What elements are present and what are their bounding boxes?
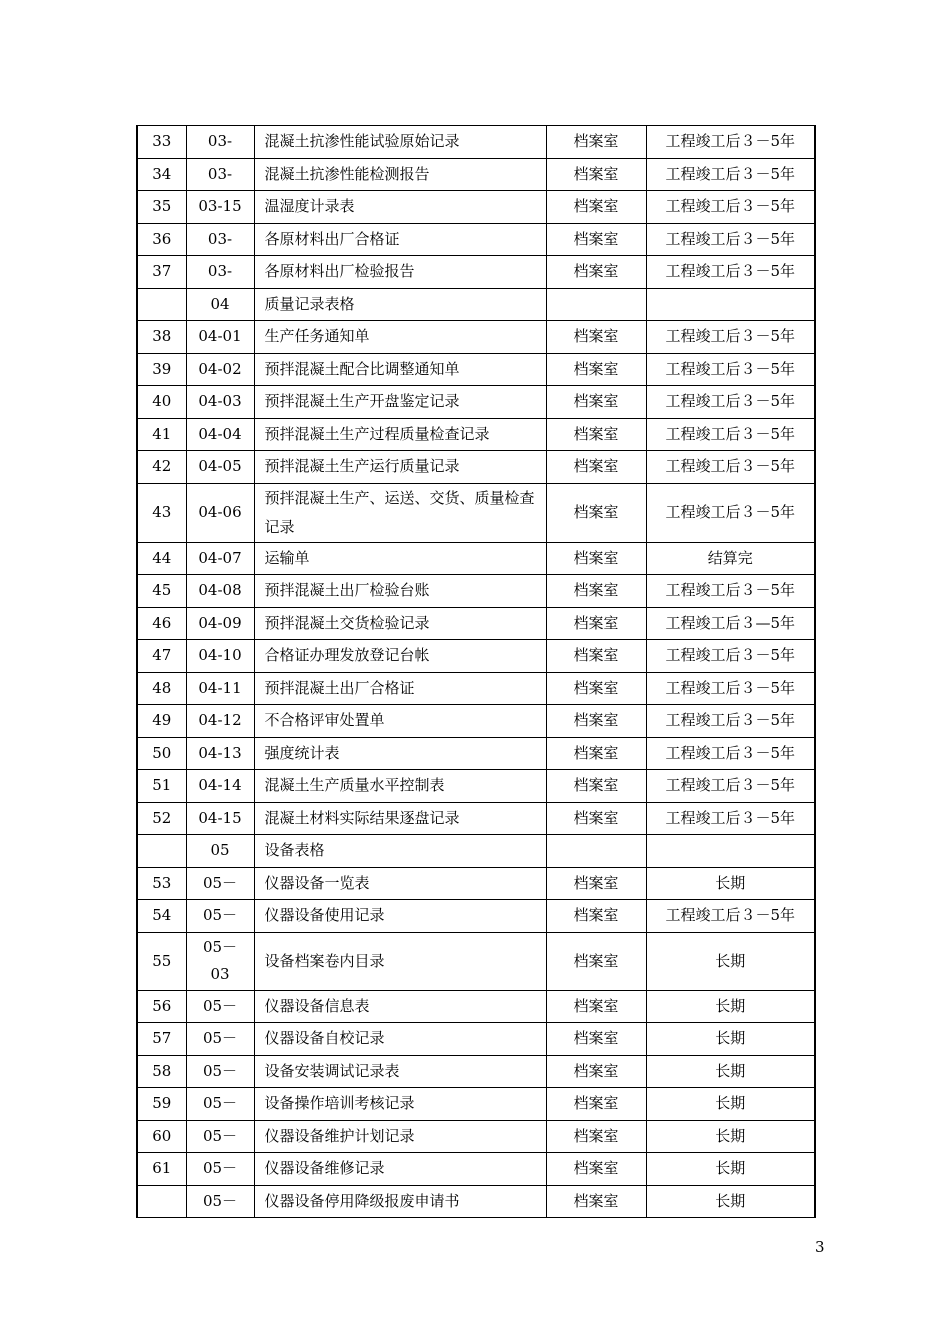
storage-location-cell: 档案室 [546, 672, 646, 705]
table-row [137, 802, 815, 835]
record-name-cell: 预拌混凝土配合比调整通知单 [254, 353, 546, 386]
retention-period-cell: 长期 [646, 867, 815, 900]
storage-location-cell [546, 288, 646, 321]
retention-period-cell: 工程竣工后３－5年 [646, 483, 815, 542]
storage-location-cell: 档案室 [546, 1153, 646, 1186]
retention-period-cell: 长期 [646, 932, 815, 990]
form-code-cell: 05－ [186, 1023, 254, 1056]
retention-period-cell: 工程竣工后３－5年 [646, 672, 815, 705]
retention-period-cell: 长期 [646, 1055, 815, 1088]
record-name-cell: 混凝土材料实际结果逐盘记录 [254, 802, 546, 835]
form-code-cell: 03- [186, 223, 254, 256]
storage-location-cell: 档案室 [546, 321, 646, 354]
form-code-cell: 04-14 [186, 770, 254, 803]
table-row [137, 932, 815, 990]
table-row [137, 900, 815, 933]
table-row [137, 867, 815, 900]
form-code-cell: 04-15 [186, 802, 254, 835]
table-row [137, 1120, 815, 1153]
storage-location-cell: 档案室 [546, 1023, 646, 1056]
record-name-cell: 预拌混凝土生产运行质量记录 [254, 451, 546, 484]
row-number-cell [137, 835, 186, 868]
record-name-cell: 仪器设备维修记录 [254, 1153, 546, 1186]
retention-period-cell: 工程竣工后３－5年 [646, 737, 815, 770]
retention-period-cell: 工程竣工后３－5年 [646, 256, 815, 289]
row-number-cell: 40 [137, 386, 186, 419]
records-table [136, 125, 816, 1218]
storage-location-cell: 档案室 [546, 770, 646, 803]
row-number-cell [137, 1185, 186, 1218]
form-code-cell: 04-04 [186, 418, 254, 451]
retention-period-cell: 工程竣工后３－5年 [646, 353, 815, 386]
form-code-cell: 04-05 [186, 451, 254, 484]
row-number-cell: 50 [137, 737, 186, 770]
retention-period-cell: 工程竣工后３—5年 [646, 607, 815, 640]
record-name-cell: 仪器设备自校记录 [254, 1023, 546, 1056]
record-name-cell: 设备操作培训考核记录 [254, 1088, 546, 1121]
form-code-cell: 04-03 [186, 386, 254, 419]
form-code-cell: 04-09 [186, 607, 254, 640]
record-name-cell: 设备安装调试记录表 [254, 1055, 546, 1088]
record-name-cell: 预拌混凝土出厂检验台账 [254, 575, 546, 608]
form-code-cell: 04-01 [186, 321, 254, 354]
form-code-cell: 05－ [186, 1120, 254, 1153]
storage-location-cell: 档案室 [546, 990, 646, 1023]
retention-period-cell: 长期 [646, 1023, 815, 1056]
table-row [137, 451, 815, 484]
table-row [137, 737, 815, 770]
storage-location-cell: 档案室 [546, 1088, 646, 1121]
retention-period-cell: 工程竣工后３－5年 [646, 575, 815, 608]
storage-location-cell: 档案室 [546, 483, 646, 542]
table-row [137, 1023, 815, 1056]
record-name-cell: 混凝土生产质量水平控制表 [254, 770, 546, 803]
retention-period-cell: 工程竣工后３－5年 [646, 802, 815, 835]
record-name-cell: 预拌混凝土生产开盘鉴定记录 [254, 386, 546, 419]
storage-location-cell: 档案室 [546, 1055, 646, 1088]
row-number-cell: 34 [137, 158, 186, 191]
retention-period-cell: 工程竣工后３－5年 [646, 386, 815, 419]
retention-period-cell: 长期 [646, 990, 815, 1023]
record-name-cell: 各原材料出厂检验报告 [254, 256, 546, 289]
storage-location-cell: 档案室 [546, 542, 646, 575]
retention-period-cell: 工程竣工后３－5年 [646, 770, 815, 803]
table-row [137, 640, 815, 673]
form-code-cell: 05 [186, 835, 254, 868]
storage-location-cell: 档案室 [546, 126, 646, 159]
record-name-cell: 合格证办理发放登记台帐 [254, 640, 546, 673]
table-row [137, 223, 815, 256]
row-number-cell: 54 [137, 900, 186, 933]
retention-period-cell: 工程竣工后３－5年 [646, 640, 815, 673]
table-row [137, 542, 815, 575]
record-name-cell: 各原材料出厂合格证 [254, 223, 546, 256]
table-row [137, 607, 815, 640]
table-row [137, 288, 815, 321]
record-name-cell: 设备档案卷内目录 [254, 932, 546, 990]
table-row [137, 256, 815, 289]
retention-period-cell: 工程竣工后３－5年 [646, 223, 815, 256]
record-name-cell: 仪器设备维护计划记录 [254, 1120, 546, 1153]
row-number-cell: 53 [137, 867, 186, 900]
storage-location-cell: 档案室 [546, 223, 646, 256]
table-row [137, 158, 815, 191]
form-code-cell: 04 [186, 288, 254, 321]
row-number-cell: 47 [137, 640, 186, 673]
record-name-cell: 预拌混凝土生产、运送、交货、质量检查记录 [254, 483, 546, 542]
row-number-cell: 51 [137, 770, 186, 803]
record-name-cell: 设备表格 [254, 835, 546, 868]
table-row [137, 990, 815, 1023]
row-number-cell: 39 [137, 353, 186, 386]
row-number-cell: 56 [137, 990, 186, 1023]
storage-location-cell: 档案室 [546, 451, 646, 484]
table-row [137, 321, 815, 354]
form-code-cell: 04-10 [186, 640, 254, 673]
retention-period-cell: 工程竣工后３－5年 [646, 705, 815, 738]
table-row [137, 353, 815, 386]
table-row [137, 575, 815, 608]
row-number-cell: 55 [137, 932, 186, 990]
table-row [137, 1055, 815, 1088]
retention-period-cell [646, 835, 815, 868]
row-number-cell [137, 288, 186, 321]
record-name-cell: 强度统计表 [254, 737, 546, 770]
records-table-body [137, 126, 815, 1218]
storage-location-cell: 档案室 [546, 191, 646, 224]
form-code-cell: 05－ [186, 1088, 254, 1121]
row-number-cell: 44 [137, 542, 186, 575]
form-code-cell: 04-13 [186, 737, 254, 770]
form-code-cell: 05－ [186, 1055, 254, 1088]
retention-period-cell: 长期 [646, 1153, 815, 1186]
retention-period-cell: 长期 [646, 1185, 815, 1218]
form-code-cell: 05－ [186, 867, 254, 900]
row-number-cell: 52 [137, 802, 186, 835]
row-number-cell: 60 [137, 1120, 186, 1153]
form-code-cell: 03- [186, 158, 254, 191]
record-name-cell: 仪器设备使用记录 [254, 900, 546, 933]
record-name-cell: 预拌混凝土交货检验记录 [254, 607, 546, 640]
row-number-cell: 35 [137, 191, 186, 224]
row-number-cell: 36 [137, 223, 186, 256]
form-code-cell: 04-12 [186, 705, 254, 738]
storage-location-cell: 档案室 [546, 867, 646, 900]
form-code-cell: 05－ [186, 900, 254, 933]
row-number-cell: 33 [137, 126, 186, 159]
form-code-cell: 05－ [186, 1185, 254, 1218]
storage-location-cell: 档案室 [546, 353, 646, 386]
table-row [137, 1153, 815, 1186]
row-number-cell: 37 [137, 256, 186, 289]
form-code-cell: 03-15 [186, 191, 254, 224]
record-name-cell: 不合格评审处置单 [254, 705, 546, 738]
retention-period-cell: 长期 [646, 1088, 815, 1121]
row-number-cell: 58 [137, 1055, 186, 1088]
retention-period-cell: 工程竣工后３－5年 [646, 158, 815, 191]
page-number: 3 [815, 1238, 825, 1256]
table-row [137, 835, 815, 868]
row-number-cell: 48 [137, 672, 186, 705]
retention-period-cell: 工程竣工后３－5年 [646, 191, 815, 224]
form-code-cell: 04-08 [186, 575, 254, 608]
record-name-cell: 预拌混凝土出厂合格证 [254, 672, 546, 705]
storage-location-cell: 档案室 [546, 256, 646, 289]
form-code-cell: 03- [186, 126, 254, 159]
record-name-cell: 仪器设备停用降级报废申请书 [254, 1185, 546, 1218]
storage-location-cell: 档案室 [546, 575, 646, 608]
record-name-cell: 生产任务通知单 [254, 321, 546, 354]
form-code-cell: 05－ [186, 1153, 254, 1186]
record-name-cell: 混凝土抗渗性能试验原始记录 [254, 126, 546, 159]
retention-period-cell: 长期 [646, 1120, 815, 1153]
record-name-cell: 温湿度计录表 [254, 191, 546, 224]
row-number-cell: 61 [137, 1153, 186, 1186]
form-code-cell: 04-06 [186, 483, 254, 542]
table-row [137, 191, 815, 224]
table-row [137, 1088, 815, 1121]
row-number-cell: 38 [137, 321, 186, 354]
form-code-cell: 04-02 [186, 353, 254, 386]
table-row [137, 672, 815, 705]
retention-period-cell [646, 288, 815, 321]
form-code-cell: 03- [186, 256, 254, 289]
storage-location-cell: 档案室 [546, 640, 646, 673]
row-number-cell: 41 [137, 418, 186, 451]
row-number-cell: 43 [137, 483, 186, 542]
storage-location-cell: 档案室 [546, 158, 646, 191]
record-name-cell: 运输单 [254, 542, 546, 575]
record-name-cell: 质量记录表格 [254, 288, 546, 321]
row-number-cell: 45 [137, 575, 186, 608]
storage-location-cell [546, 835, 646, 868]
table-row [137, 1185, 815, 1218]
storage-location-cell: 档案室 [546, 705, 646, 738]
form-code-cell: 05－ 03 [186, 932, 254, 990]
table-row [137, 126, 815, 159]
row-number-cell: 46 [137, 607, 186, 640]
row-number-cell: 59 [137, 1088, 186, 1121]
storage-location-cell: 档案室 [546, 418, 646, 451]
storage-location-cell: 档案室 [546, 386, 646, 419]
retention-period-cell: 工程竣工后３－5年 [646, 900, 815, 933]
retention-period-cell: 结算完 [646, 542, 815, 575]
storage-location-cell: 档案室 [546, 1185, 646, 1218]
retention-period-cell: 工程竣工后３－5年 [646, 418, 815, 451]
storage-location-cell: 档案室 [546, 900, 646, 933]
row-number-cell: 57 [137, 1023, 186, 1056]
retention-period-cell: 工程竣工后３－5年 [646, 126, 815, 159]
record-name-cell: 仪器设备一览表 [254, 867, 546, 900]
row-number-cell: 42 [137, 451, 186, 484]
retention-period-cell: 工程竣工后３－5年 [646, 451, 815, 484]
storage-location-cell: 档案室 [546, 1120, 646, 1153]
storage-location-cell: 档案室 [546, 607, 646, 640]
table-row [137, 770, 815, 803]
table-row [137, 418, 815, 451]
form-code-cell: 04-11 [186, 672, 254, 705]
record-name-cell: 预拌混凝土生产过程质量检查记录 [254, 418, 546, 451]
retention-period-cell: 工程竣工后３－5年 [646, 321, 815, 354]
record-name-cell: 混凝土抗渗性能检测报告 [254, 158, 546, 191]
record-name-cell: 仪器设备信息表 [254, 990, 546, 1023]
storage-location-cell: 档案室 [546, 932, 646, 990]
storage-location-cell: 档案室 [546, 737, 646, 770]
row-number-cell: 49 [137, 705, 186, 738]
table-row [137, 483, 815, 542]
table-row [137, 386, 815, 419]
form-code-cell: 05－ [186, 990, 254, 1023]
storage-location-cell: 档案室 [546, 802, 646, 835]
table-row [137, 705, 815, 738]
form-code-cell: 04-07 [186, 542, 254, 575]
